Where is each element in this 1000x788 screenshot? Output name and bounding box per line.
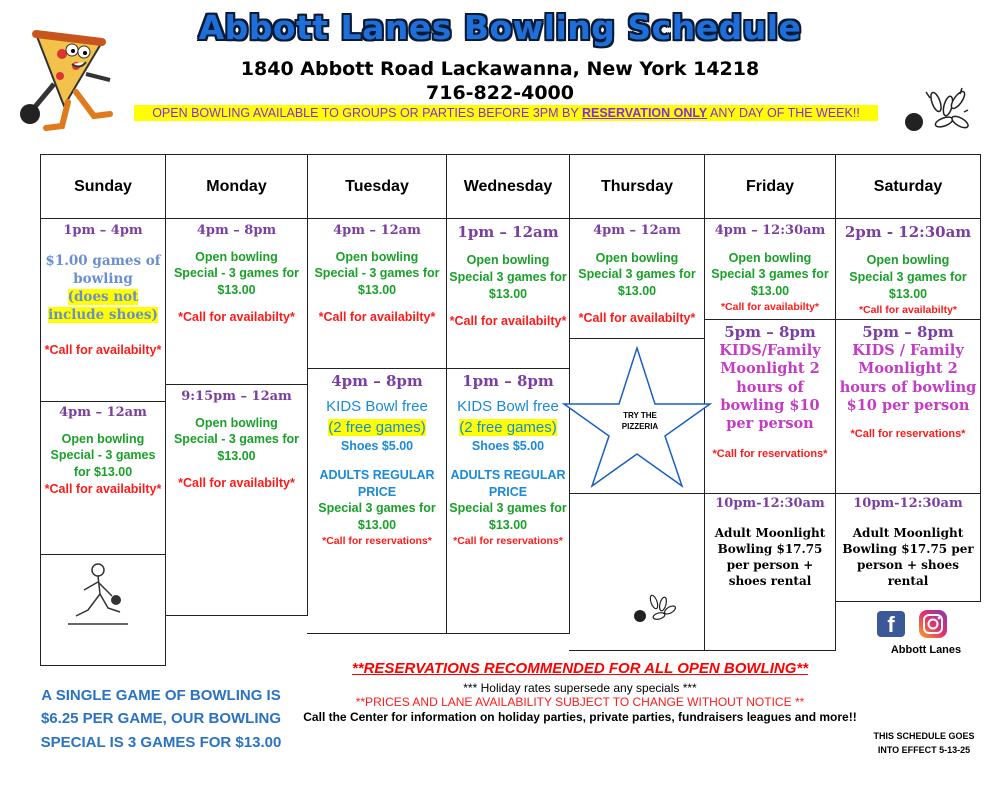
slot-kids: KIDS / Family Moonlight 2 hours of bowling $10 per person: [839, 342, 977, 414]
slot-free-text: (2 free games): [459, 418, 557, 436]
single-game-price: A SINGLE GAME OF BOWLING IS $6.25 PER GAME, OUR BOWLING SPECIAL IS 3 GAMES FOR $13.00: [40, 687, 282, 751]
slot-special: Special 3 games for $13.00: [449, 501, 567, 533]
bowler-sketch-icon: [58, 560, 138, 630]
slot-shoes: Shoes $5.00: [471, 438, 545, 453]
slot-open: Open bowling: [195, 249, 278, 264]
day-header-friday: Friday: [745, 178, 794, 195]
slot-time: 1pm – 12am: [457, 223, 559, 241]
slot-special: Special 3 games for $13.00: [318, 501, 436, 533]
day-header-sunday: Sunday: [74, 178, 132, 195]
slot-time: 4pm – 8pm: [331, 372, 423, 390]
slot-call: *Call for availabilty*: [449, 313, 567, 328]
slot-open: Open bowling: [335, 249, 419, 264]
slot-open: Open bowling: [195, 415, 278, 430]
slot-kids: KIDS Bowl free: [326, 398, 428, 416]
slot-call: *Call for reservations*: [322, 535, 432, 548]
sunday-slot-2: [43, 404, 163, 498]
slot-call: *Call for reservations*: [453, 535, 563, 548]
slot-price: $1.00 games of bowling: [45, 252, 161, 287]
slot-note: [43, 288, 163, 324]
slot-call: *Call for availabilty*: [44, 343, 162, 358]
day-header-wednesday: Wednesday: [463, 178, 553, 195]
address: 1840 Abbott Road Lackawanna, New York 14218: [240, 58, 760, 80]
holiday-notice: *** Holiday rates supersede any specials ***: [463, 681, 697, 695]
slot-special: Special - 3 games for $13.00: [173, 266, 300, 298]
reservations-notice: **RESERVATIONS RECOMMENDED FOR ALL OPEN BOWLING**: [351, 660, 809, 677]
slot-adult-moonlight: Adult Moonlight Bowling $17.75 per person + shoes rental: [842, 525, 974, 589]
slot-call: *Call for availabilty*: [578, 311, 696, 326]
banner-post: ANY DAY OF THE WEEK!!: [707, 106, 860, 120]
slot-time: 2pm - 12:30am: [844, 223, 972, 241]
facebook-icon[interactable]: f: [877, 611, 905, 637]
bowling-pins-small-icon: [632, 590, 678, 624]
slot-time: 4pm – 12am: [593, 223, 681, 238]
instagram-icon[interactable]: [918, 609, 948, 639]
effective-date: THIS SCHEDULE GOES INTO EFFECT 5-13-25: [873, 731, 975, 755]
phone-number[interactable]: 716-822-4000: [426, 82, 574, 104]
slot-call: *Call for availabilty*: [178, 476, 295, 491]
call-center-notice: Call the Center for information on holiday parties, private parties, fundraisers leagues and more!!: [303, 710, 857, 724]
day-header-saturday: Saturday: [873, 178, 943, 195]
slot-call: *Call for reservations*: [712, 447, 828, 460]
slot-time: 4pm – 12am: [59, 405, 147, 420]
slot-call: *Call for availabilty*: [858, 303, 958, 316]
tuesday-slot-2: [310, 371, 444, 548]
slot-special: Special - 3 games for $13.00: [314, 266, 440, 298]
wednesday-slot-1: [449, 222, 567, 330]
slot-time: 9:15pm – 12am: [181, 389, 292, 404]
slot-special: Special 3 games for $13.00: [711, 267, 829, 299]
banner-pre: OPEN BOWLING AVAILABLE TO GROUPS OR PARTIES BEFORE 3PM BY: [152, 106, 582, 120]
slot-time: 10pm-12:30am: [715, 496, 825, 511]
friday-slot-2: [707, 322, 833, 462]
slot-free: [449, 418, 567, 438]
star-text: TRY THE PIZZERIA: [621, 411, 659, 432]
slot-kids: KIDS Bowl free: [457, 398, 559, 416]
sunday-slot-1: [43, 222, 163, 359]
slot-special: Special 3 games for $13.00: [578, 267, 696, 299]
thursday-slot-1: [572, 222, 702, 327]
pizza-mascot-icon: [14, 18, 132, 136]
slot-kids: KIDS/Family Moonlight 2 hours of bowling $10 per person: [719, 342, 821, 432]
slot-call: *Call for reservations*: [850, 427, 966, 440]
bowling-pins-icon: [902, 84, 972, 134]
monday-slot-2: [168, 388, 305, 492]
slot-special: Special - 3 games for $13.00: [173, 432, 300, 464]
slot-call: *Call for availabilty*: [44, 482, 162, 497]
slot-time: 10pm-12:30am: [853, 496, 963, 511]
slot-adults: ADULTS REGULAR PRICE: [450, 467, 566, 499]
slot-time: 1pm – 8pm: [462, 372, 554, 390]
slot-time: 5pm – 8pm: [724, 323, 816, 341]
slot-time: 4pm – 8pm: [196, 223, 277, 238]
saturday-slot-2: [838, 322, 978, 442]
slot-time: 4pm – 12am: [333, 223, 421, 238]
slot-special: Special - 3 games for $13.00: [50, 448, 156, 480]
slot-call: *Call for availabilty*: [318, 310, 436, 325]
slot-adult-moonlight: Adult Moonlight Bowling $17.75 per person + shoes rental: [714, 525, 826, 589]
wednesday-slot-2: [449, 371, 567, 548]
banner-emphasis: RESERVATION ONLY: [581, 106, 708, 120]
day-header-tuesday: Tuesday: [345, 178, 409, 195]
slot-open: Open bowling: [466, 253, 550, 268]
monday-slot-1: [168, 222, 305, 326]
slot-time: 5pm – 8pm: [862, 323, 954, 341]
social-name: Abbott Lanes: [890, 644, 962, 656]
open-bowling-banner: [134, 105, 878, 121]
day-header-thursday: Thursday: [600, 178, 673, 195]
slot-time: 1pm – 4pm: [63, 223, 143, 238]
slot-free-text: (2 free games): [328, 418, 426, 436]
friday-slot-1: [707, 222, 833, 314]
slot-time: 4pm – 12:30am: [714, 223, 826, 238]
slot-call: *Call for availabilty*: [720, 301, 820, 314]
day-header-monday: Monday: [206, 178, 267, 195]
tuesday-slot-1: [310, 222, 444, 326]
slot-adults: ADULTS REGULAR PRICE: [319, 467, 435, 499]
prices-notice: **PRICES AND LANE AVAILABILITY SUBJECT TO CHANGE WITHOUT NOTICE **: [355, 695, 805, 709]
slot-open: Open bowling: [61, 431, 145, 446]
slot-note-text: (does not include shoes): [48, 288, 158, 324]
slot-special: Special 3 games for $13.00: [849, 270, 967, 301]
slot-open: Open bowling: [866, 253, 950, 268]
slot-open: Open bowling: [728, 250, 812, 265]
saturday-slot-3: [838, 495, 978, 589]
saturday-slot-1: [838, 222, 978, 317]
slot-open: Open bowling: [595, 250, 679, 265]
friday-slot-3: [707, 495, 833, 589]
slot-call: *Call for availabilty*: [178, 310, 295, 325]
page-title: Abbott Lanes Bowling Schedule: [198, 8, 802, 47]
slot-free: [310, 418, 444, 438]
slot-shoes: Shoes $5.00: [340, 438, 414, 453]
slot-special: Special 3 games for $13.00: [449, 270, 567, 301]
